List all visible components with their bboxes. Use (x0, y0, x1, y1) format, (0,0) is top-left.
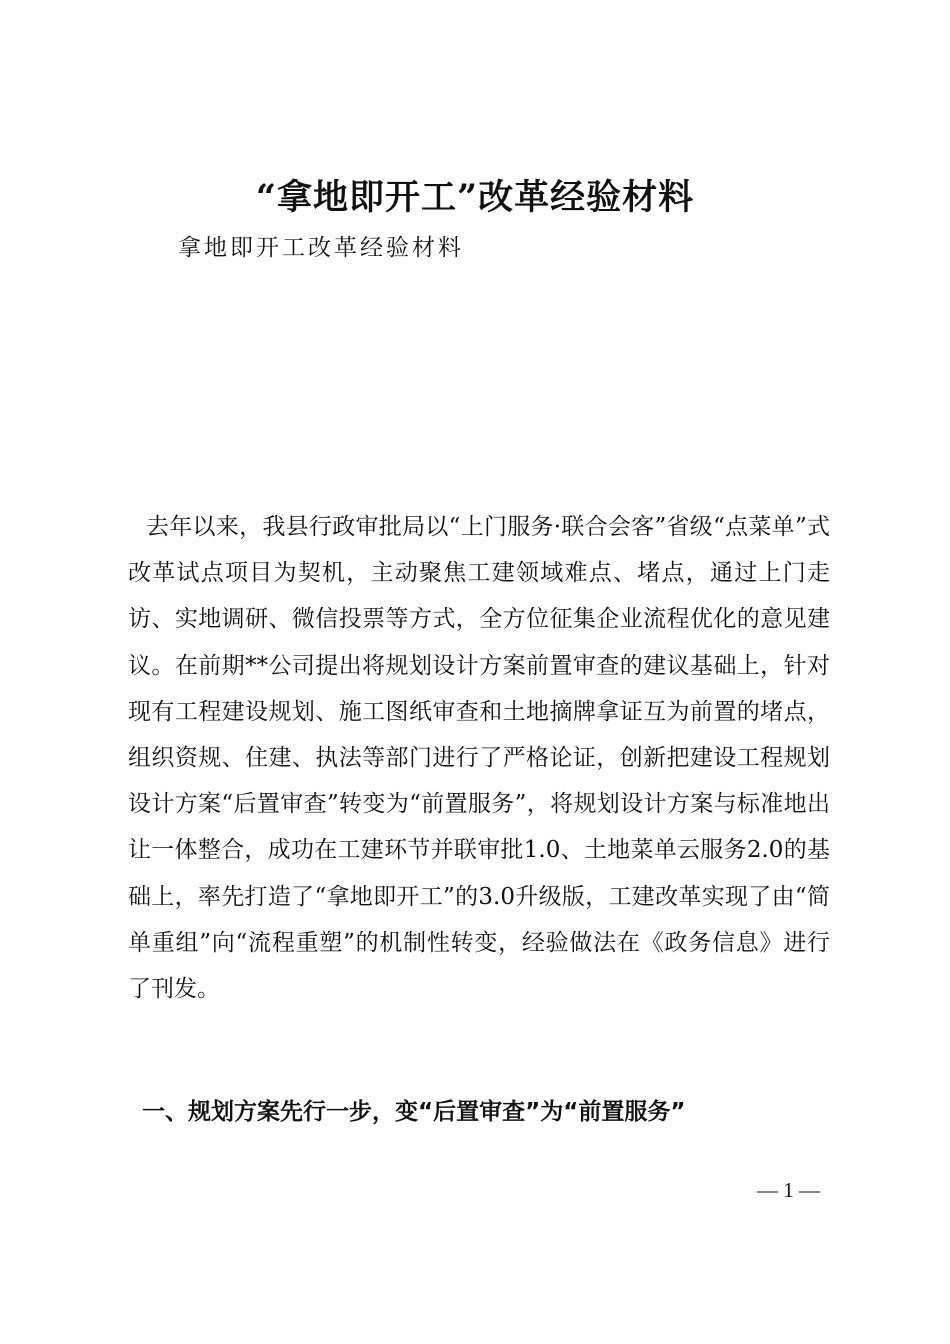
body-paragraph: 去年以来，我县行政审批局以“上门服务·联合会客”省级“点菜单”式改革试点项目为契机，主动聚焦工建领域难点、堵点，通过上门走访、实地调研、微信投票等方式，全方位征集企业流程优化的意见建议。在前期**公司提出将规划设计方案前置审查的建议基础上，针对现有工程建设规划、施工图纸审查和土地摘牌拿证互为前置的堵点，组织资规、住建、执法等部门进行了严格论证，创新把建设工程规划设计方案“后置审查”转变为“前置服务”，将规划设计方案与标准地出让一体整合，成功在工建环节并联审批1.0、土地菜单云服务2.0的基础上，率先打造了“拿地即开工”的3.0升级版，工建改革实现了由“简单重组”向“流程重塑”的机制性转变，经验做法在《政务信息》进行了刊发。 (128, 514, 830, 1003)
document-title: “拿地即开工”改革经验材料 (255, 177, 695, 218)
section-heading: 一、规划方案先行一步，变“后置审查”为“前置服务” (142, 1099, 686, 1125)
document-subtitle: 拿地即开工改革经验材料 (178, 235, 464, 261)
page-number: — 1 — (757, 1178, 820, 1202)
